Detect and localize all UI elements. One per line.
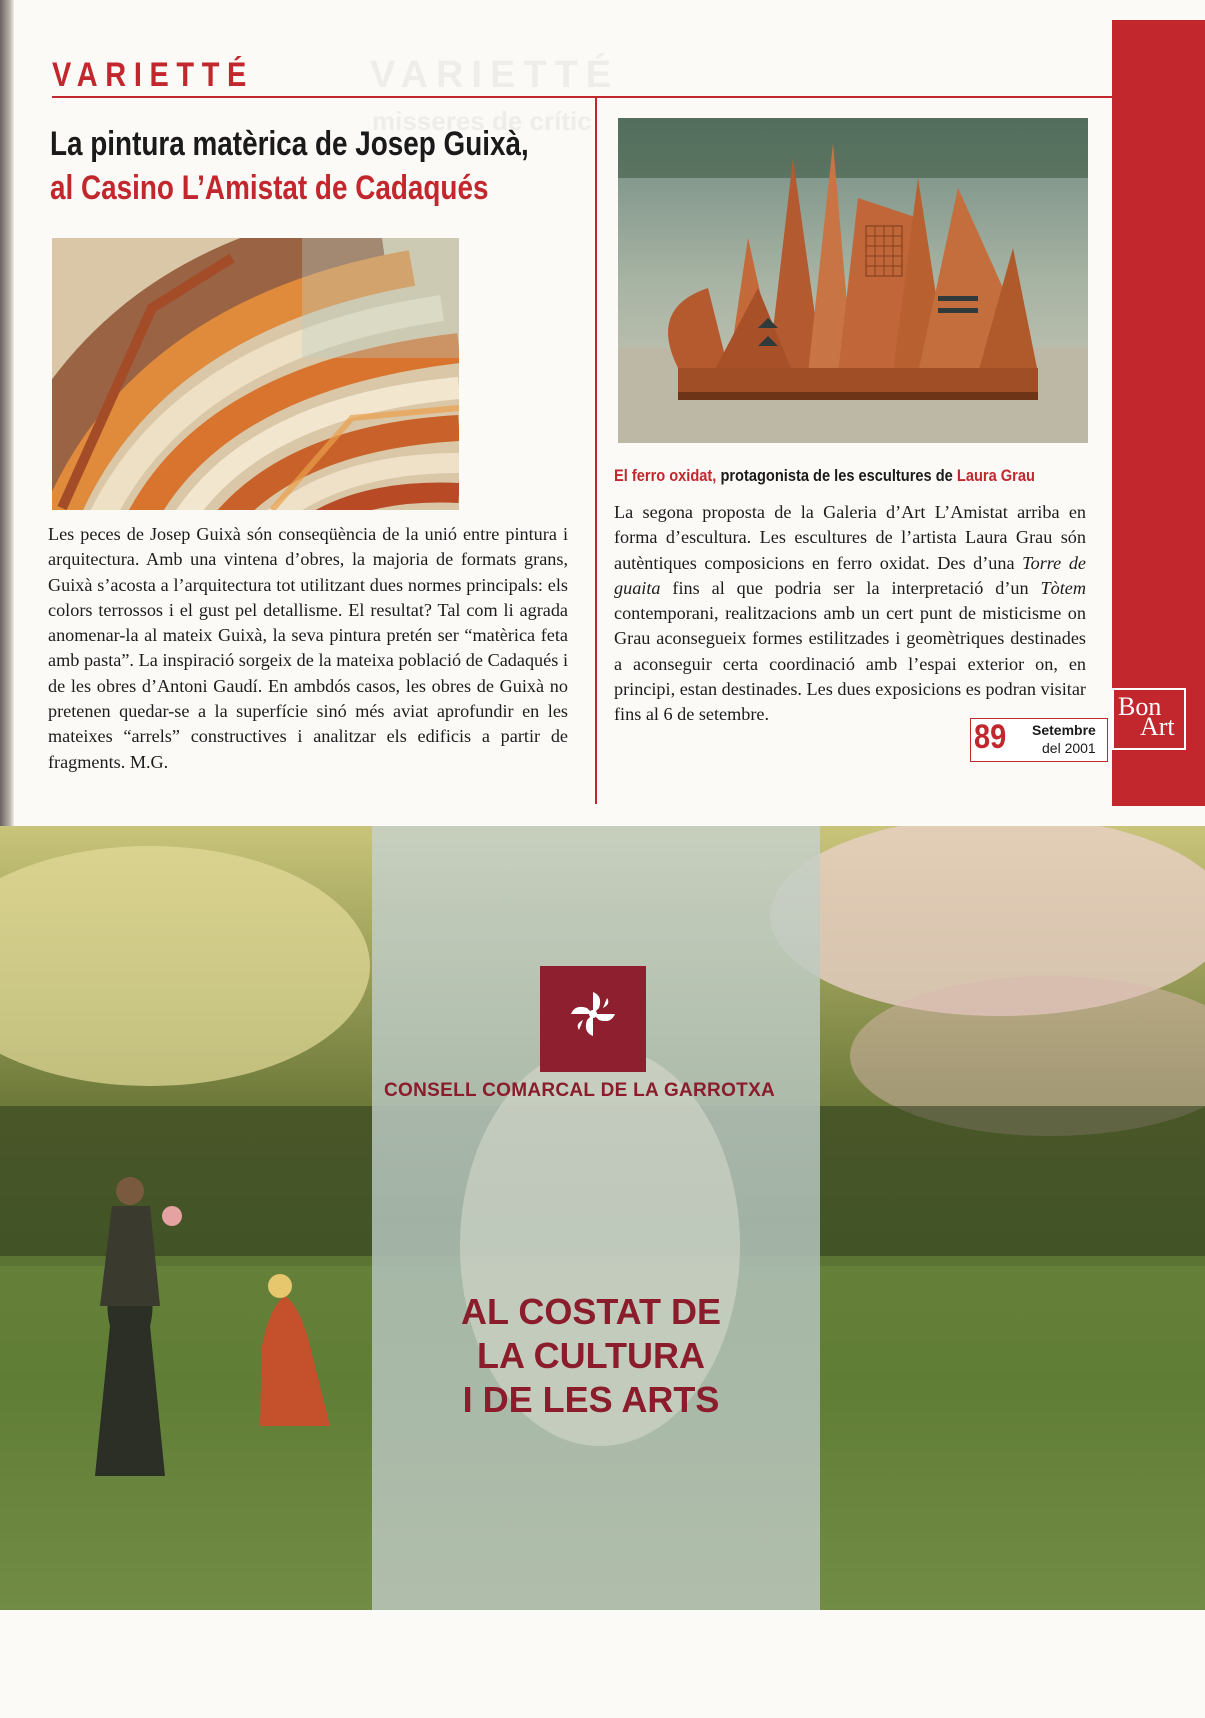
caption-text: protagonista de les escultures de (720, 466, 953, 485)
body-text: La segona proposta de la Galeria d’Art L’Amistat arriba en forma d’escultura. Les escultures de l’artista Laura Grau són autèntiques composicions en ferro oxidat. Des d’una (614, 502, 1086, 573)
show-through-text: VARIETTÉ (370, 54, 620, 96)
artwork-title: Tòtem (1040, 577, 1087, 598)
headline-line-1: La pintura matèrica de Josep Guixà, (50, 125, 529, 163)
header-rule (52, 96, 1112, 98)
logo-art: Art (1140, 712, 1175, 741)
body-text: contemporani, realitzacions amb un cert punt de misticisme on Grau aconsegueix formes estilitzades i geomètriques destinades a aconseguir certa coordinació amb l’espai exterior on, en principi, estan destinades. Les dues exposicions es podran visitar fins al 6 de setembre. (614, 603, 1086, 725)
issue-year: del 2001 (1042, 740, 1096, 756)
advertisement-painting (0, 826, 1205, 1616)
garrotxa-emblem (540, 966, 646, 1072)
slogan-line-3: I DE LES ARTS (462, 1379, 720, 1420)
page-number: 89 (974, 718, 1007, 756)
slogan-line-1: AL COSTAT DE (461, 1291, 721, 1332)
sculpture-caption (614, 466, 1035, 486)
show-through-text: misseres de crític (372, 106, 592, 136)
page-bottom-margin (0, 1610, 1205, 1718)
caption-artist-name: Laura Grau (956, 466, 1035, 485)
guixa-painting-photo (52, 238, 459, 510)
ad-slogan (436, 1290, 746, 1422)
article2-body (614, 500, 1086, 728)
grau-sculpture-photo (618, 118, 1088, 443)
slogan-line-2: LA CULTURA (477, 1335, 705, 1376)
issue-month: Setembre (1032, 722, 1096, 738)
body-text: fins al que podria ser la interpretació d’un (672, 577, 1029, 598)
article1-body: Les peces de Josep Guixà són conseqüència de la unió entre pintura i arquitectura. Amb una vintena d’obres, la majoria de formats grans, Guixà s’acosta a l’arquitectura tot utilitzant dues normes principals: els colors terrossos i el gust pel detallisme. El resultat? Tal com li agrada anomenar-la al mateix Guixà, la seva pintura pretén ser “matèrica feta amb pasta”. La inspiració sorgeix de la mateixa població de Cadaqués i de les obres d’Antoni Gaudí. En ambdós casos, les obres de Guixà no pretenen quedar-se a la superfície sinó més aviat aprofundir en les mateixes “arrels” constructives i analitzar els edificis a partir de fragments. M.G. (48, 524, 568, 772)
advertiser-name: CONSELL COMARCAL DE LA GARROTXA (384, 1080, 776, 1101)
caption-red-text: El ferro oxidat, (614, 466, 717, 485)
logo-bon: Bon (1118, 692, 1162, 721)
artwork-title: Torre de guaita (614, 552, 1086, 598)
column-divider (595, 96, 597, 804)
bonart-logo (1112, 688, 1186, 750)
headline-line-2: al Casino L’Amistat de Cadaqués (50, 169, 489, 207)
section-label: VARIETTÉ (52, 56, 254, 94)
article1-headline (50, 122, 583, 210)
